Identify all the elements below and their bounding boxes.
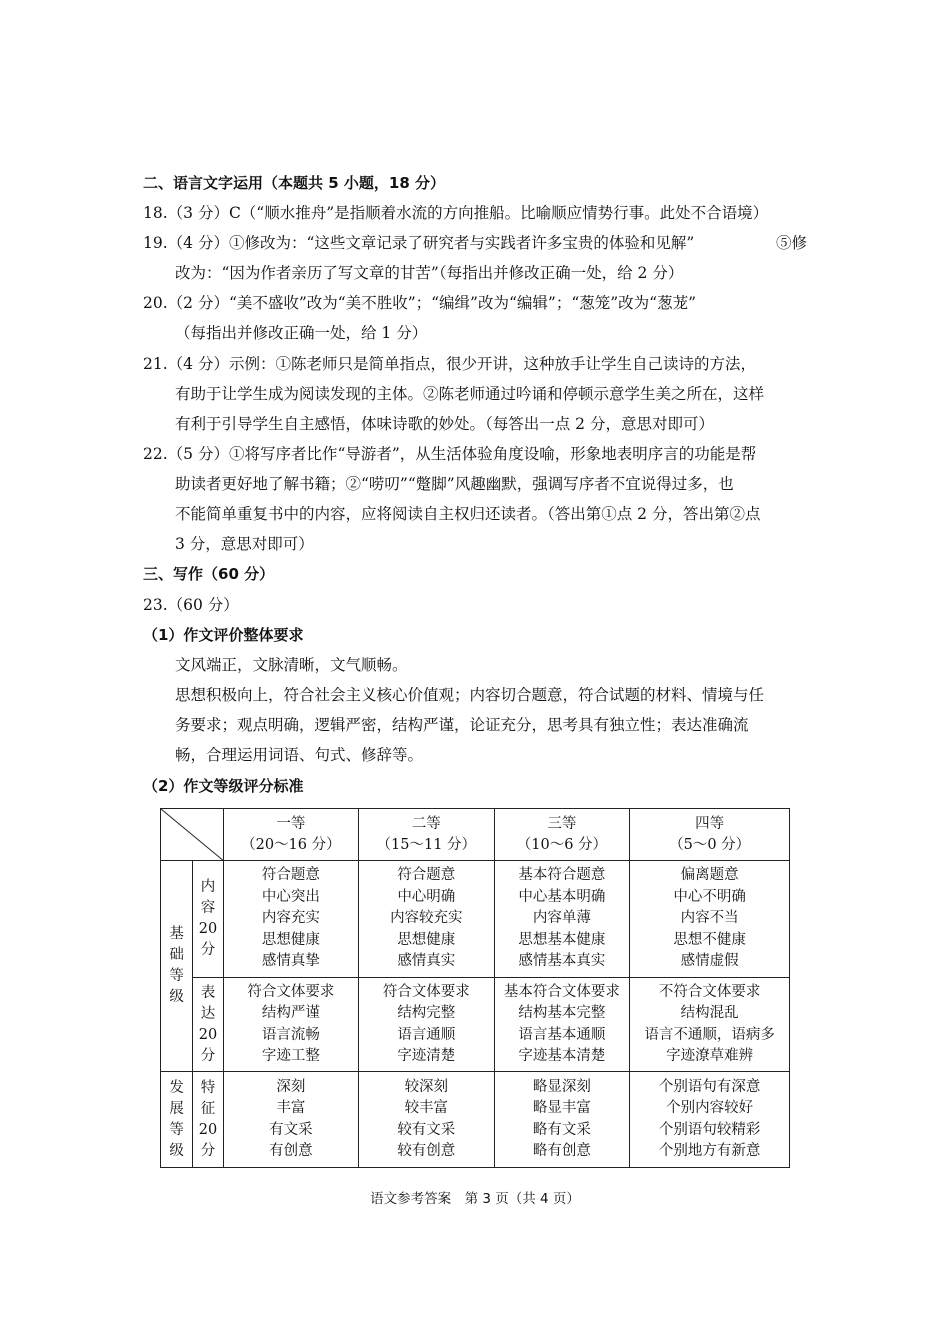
subsection-1-para2-line2: 务要求；观点明确，逻辑严密，结构严谨，论证充分，思考具有独立性；表达准确流 <box>175 716 749 734</box>
section-3-heading: 三、写作（60 分） <box>143 565 275 583</box>
subsection-1-para2-line1: 思想积极向上，符合社会主义核心价值观；内容切合题意，符合试题的材料、情境与任 <box>175 686 765 704</box>
answer-22-line2: 助读者更好地了解书籍；②“唠叨”“蹩脚”风趣幽默，强调写序者不宜说得过多，也 <box>175 475 734 493</box>
page-footer: 语文参考答案 第 3 页（共 4 页） <box>370 1191 580 1207</box>
header-grade-1: 一等 （20～16 分） <box>223 809 358 861</box>
answer-22-line1: 22.（5 分）①将写序者比作“导游者”，从生活体验角度设喻，形象地表明序言的功能是帮 <box>143 445 757 463</box>
feature-grade-1: 深刻 丰富 有文采 有创意 <box>223 1072 358 1168</box>
content-grade-4: 偏离题意 中心不明确 内容不当 思想不健康 感情虚假 <box>630 861 790 978</box>
diagonal-corner-cell <box>161 809 224 861</box>
content-grade-2: 符合题意 中心明确 内容较充实 思想健康 感情真实 <box>359 861 494 978</box>
diagonal-line <box>161 809 223 860</box>
content-grade-1: 符合题意 中心突出 内容充实 思想健康 感情真挚 <box>223 861 358 978</box>
answer-23: 23.（60 分） <box>143 596 239 614</box>
header-grade-2: 二等 （15～11 分） <box>359 809 494 861</box>
feature-grade-2: 较深刻 较丰富 较有文采 较有创意 <box>359 1072 494 1168</box>
grading-table <box>160 808 790 1168</box>
answer-21-line2: 有助于让学生成为阅读发现的主体。②陈老师通过吟诵和停顿示意学生美之所在，这样 <box>175 385 765 403</box>
answer-22-line3: 不能简单重复书中的内容，应将阅读自主权归还读者。（答出第①点 2 分，答出第②点 <box>175 505 761 523</box>
answer-22-line4: 3 分，意思对即可） <box>175 535 314 553</box>
answer-19-marker: ⑤修 <box>776 234 808 252</box>
answer-21-line3: 有利于引导学生自主感悟，体味诗歌的妙处。（每答出一点 2 分，意思对即可） <box>175 415 714 433</box>
answer-20-line2: （每指出并修改正确一处，给 1 分） <box>175 324 428 342</box>
express-grade-3: 基本符合文体要求 结构基本完整 语言基本通顺 字迹基本清楚 <box>494 978 630 1072</box>
row-label-content: 内 容 20 分 <box>193 861 223 978</box>
answer-20-line1: 20.（2 分）“美不盛收”改为“美不胜收”；“编缉”改为“编辑”；“葱笼”改为“葱茏” <box>143 294 697 312</box>
row-label-expression: 表 达 20 分 <box>193 978 223 1072</box>
table-row-expression <box>161 978 790 1072</box>
feature-grade-3: 略显深刻 略显丰富 略有文采 略有创意 <box>494 1072 630 1168</box>
table-row-feature <box>161 1072 790 1168</box>
subsection-1-para1: 文风端正，文脉清晰，文气顺畅。 <box>175 656 408 674</box>
answer-21-line1: 21.（4 分）示例：①陈老师只是简单指点，很少开讲，这种放手让学生自己读诗的方法， <box>143 355 756 373</box>
express-grade-4: 不符合文体要求 结构混乱 语言不通顺，语病多 字迹潦草难辨 <box>630 978 790 1072</box>
section-2-heading: 二、语言文字运用（本题共 5 小题，18 分） <box>143 174 445 192</box>
feature-grade-4: 个别语句有深意 个别内容较好 个别语句较精彩 个别地方有新意 <box>630 1072 790 1168</box>
row-label-feature: 特 征 20 分 <box>193 1072 223 1168</box>
subsection-1-heading: （1）作文评价整体要求 <box>143 626 304 644</box>
answer-18: 18.（3 分）C（“顺水推舟”是指顺着水流的方向推船。比喻顺应情势行事。此处不合语境） <box>143 204 769 222</box>
table-header-row <box>161 809 790 861</box>
group-label-basic: 基 础 等 级 <box>161 861 193 1072</box>
express-grade-1: 符合文体要求 结构严谨 语言流畅 字迹工整 <box>223 978 358 1072</box>
group-label-development: 发 展 等 级 <box>161 1072 193 1168</box>
subsection-2-heading: （2）作文等级评分标准 <box>143 777 304 795</box>
header-grade-4: 四等 （5～0 分） <box>630 809 790 861</box>
express-grade-2: 符合文体要求 结构完整 语言通顺 字迹清楚 <box>359 978 494 1072</box>
subsection-1-para2-line3: 畅，合理运用词语、句式、修辞等。 <box>175 746 424 764</box>
answer-19-line2: 改为：“因为作者亲历了写文章的甘苦”（每指出并修改正确一处，给 2 分） <box>175 264 684 282</box>
header-grade-3: 三等 （10～6 分） <box>494 809 630 861</box>
answer-19-line1: 19.（4 分）①修改为：“这些文章记录了研究者与实践者许多宝贵的体验和见解” <box>143 234 695 252</box>
table-row-content <box>161 861 790 978</box>
content-grade-3: 基本符合题意 中心基本明确 内容单薄 思想基本健康 感情基本真实 <box>494 861 630 978</box>
